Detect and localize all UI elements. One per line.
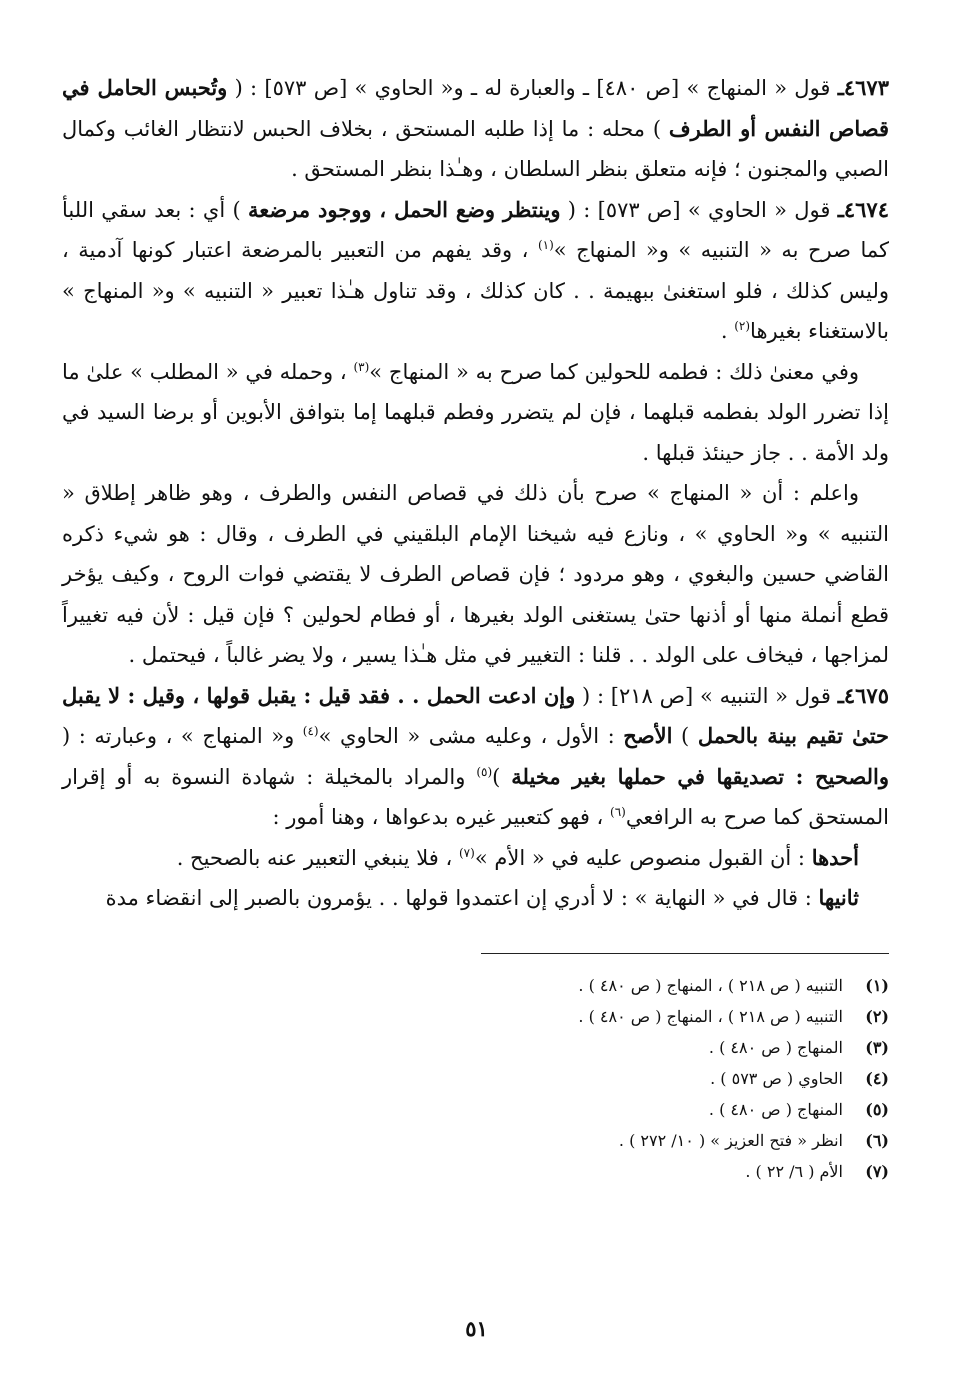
text-run: ) [492, 764, 512, 789]
footnote-number: (٥) [865, 1099, 889, 1119]
footnote-ref-5[interactable]: (٥) [476, 764, 493, 779]
paragraph-4673 [62, 68, 889, 190]
text-run: ) محله : ما إذا طلبه المستحق ، بخلاف الحبس لانتظار الغائب وكمال الصبي والمجنون ؛ فإنه متعلق بنظر السلطان ، وهـٰذا بنظر المستحق . [62, 116, 889, 181]
paragraph-thaniha [62, 878, 889, 919]
text-run: ) [672, 724, 698, 748]
footnote-4 [62, 1063, 889, 1094]
text-run: والمراد بالمخيلة : شهادة النسوة به أو إقرار المستحق كما صرح به الرافعي [62, 764, 889, 829]
footnote-5 [62, 1094, 889, 1125]
footnote-text: الأم ( ٦/ ٢٢ ) . [745, 1161, 843, 1181]
text-run: ، فلا ينبغي التعبير عنه بالصحيح . [176, 845, 459, 870]
text-run: ، وقد يفهم من التعبير بالمرضعة اعتبار كونها آدمية ، وليس كذلك ، فلو استغنىٰ ببهيمة . . كان كذلك ، وقد تناول هـٰذا تعبير « التنبيه » و« المنهاج » بالاستغناء بغيرها [62, 238, 889, 343]
ruling-label: الأصح [623, 723, 673, 748]
text-run: ، فهو كتعبير غيره بدعواها ، وهنا أمور : [272, 805, 611, 829]
footnote-text: المنهاج ( ص ٤٨٠ ) . [708, 1037, 843, 1057]
footnote-ref-6[interactable]: (٦) [610, 805, 626, 819]
issue-number: ٤٦٧٥ـ [837, 682, 889, 708]
footnote-ref-4[interactable]: (٤) [302, 724, 319, 738]
footnote-3 [62, 1032, 889, 1063]
text-run: قول « التنبيه » [ص ٢١٨] : ( [575, 683, 838, 708]
footnote-text: التنبيه ( ص ٢١٨ ) ، المنهاج ( ص ٤٨٠ ) . [578, 975, 843, 995]
footnote-number: (٢) [865, 1006, 889, 1026]
point-label: أحدها [811, 844, 859, 870]
footnote-ref-1[interactable]: (١) [537, 238, 554, 252]
footnote-2 [62, 1001, 889, 1032]
footnote-text: الحاوي ( ص ٥٧٣ ) . [710, 1068, 843, 1088]
footnote-number: (٤) [865, 1068, 889, 1088]
footnote-ref-3[interactable]: (٣) [353, 359, 370, 374]
text-run: : أن القبول منصوص عليه في « الأم » [474, 845, 812, 870]
quoted-text: وتُحبس الحامل في قصاص النفس أو الطرف [62, 75, 890, 141]
point-label: ثانيها [818, 885, 859, 910]
footnote-6 [62, 1125, 889, 1156]
footnote-separator [481, 953, 889, 954]
issue-number: ٤٦٧٣ـ [837, 75, 889, 100]
text-run: قول « المنهاج » [ص ٤٨٠] ـ والعبارة له ـ و« الحاوي » [ص ٥٧٣] : ( [227, 76, 838, 100]
paragraph-ilam [62, 473, 889, 676]
paragraph-ahaduha [62, 838, 889, 879]
text-run: قول « الحاوي » [ص ٥٧٣] : ( [560, 197, 838, 222]
text-run: و« المنهاج » ، وعبارته : ( [62, 724, 303, 748]
text-run: : الأول ، وعليه مشى « الحاوي » [318, 724, 624, 748]
text-run: ، وحمله في « المطلب » علىٰ ما إذا تضرر الولد بفطمه قبلهما ، فإن لم يتضرر وفطم قبلهما إما بتوافق الأبوين أو برضا السيد في ولد الأمة . . جاز حينئذ قبلها . [62, 359, 889, 465]
footnotes [62, 970, 889, 1187]
paragraph-wafi-mana [62, 352, 889, 474]
footnote-text: انظر « فتح العزيز » ( ١٠/ ٢٧٢ ) . [618, 1130, 843, 1150]
text-run: : قال في « النهاية » : لا أدري إن اعتمدوا قولها . . يؤمرون بالصبر إلى انقضاء مدة [105, 886, 819, 910]
text-run: واعلم : أن « المنهاج » صرح بأن ذلك في قصاص النفس والطرف ، وهو ظاهر إطلاق « التنبيه » و« الحاوي » ، ونازع فيه شيخنا الإمام البلقيني في الطرف ، وقال : هو شيء ذكره القاضي حسين والبغوي ، وهو مردود ؛ فإن قصاص الطرف لا يقتضي فوات الروح ، وكيف يؤخر قطع أنملة منها أو أذنها حتىٰ يستغنى الولد بغيرها ، أو فطام لحولين ؟ فإن قيل : لأن فيه تغييراً لمزاجها ، فيخاف على الولد . . قلنا : التغيير في مثل هـٰذا يسير ، ولا يضر غالباً ، فيحتمل . [62, 481, 889, 667]
footnote-7 [62, 1156, 889, 1187]
text-run: . [720, 319, 735, 343]
footnote-text: المنهاج ( ص ٤٨٠ ) . [708, 1099, 843, 1119]
footnote-number: (١) [865, 975, 889, 995]
main-text [62, 68, 889, 919]
footnote-number: (٧) [865, 1161, 889, 1181]
page-number: ٥١ [465, 1316, 488, 1341]
paragraph-4675 [62, 676, 889, 838]
quoted-text: وإن ادعت الحمل . . فقد قيل : يقبل قولها ، وقيل : لا يقبل حتىٰ تقيم بينة بالحمل [62, 682, 890, 748]
text-run: ) أي : بعد سقي اللبأ كما صرح به « التنبيه » و« المنهاج » [62, 197, 889, 262]
footnote-ref-7[interactable]: (٧) [458, 845, 475, 860]
footnote-number: (٦) [865, 1130, 889, 1150]
footnote-number: (٣) [865, 1037, 889, 1057]
footnote-ref-2[interactable]: (٢) [734, 319, 751, 333]
issue-number: ٤٦٧٤ـ [837, 196, 889, 222]
quoted-text: وينتظر وضع الحمل ، ووجود مرضعة [248, 196, 561, 222]
text-run: وفي معنىٰ ذلك : فطمه للحولين كما صرح به « المنهاج » [369, 359, 859, 384]
quoted-text: والصحيح : تصديقها في حملها بغير مخيلة [511, 763, 889, 789]
paragraph-4674 [62, 190, 889, 352]
footnote-text: التنبيه ( ص ٢١٨ ) ، المنهاج ( ص ٤٨٠ ) . [578, 1006, 843, 1026]
footnote-1 [62, 970, 889, 1001]
